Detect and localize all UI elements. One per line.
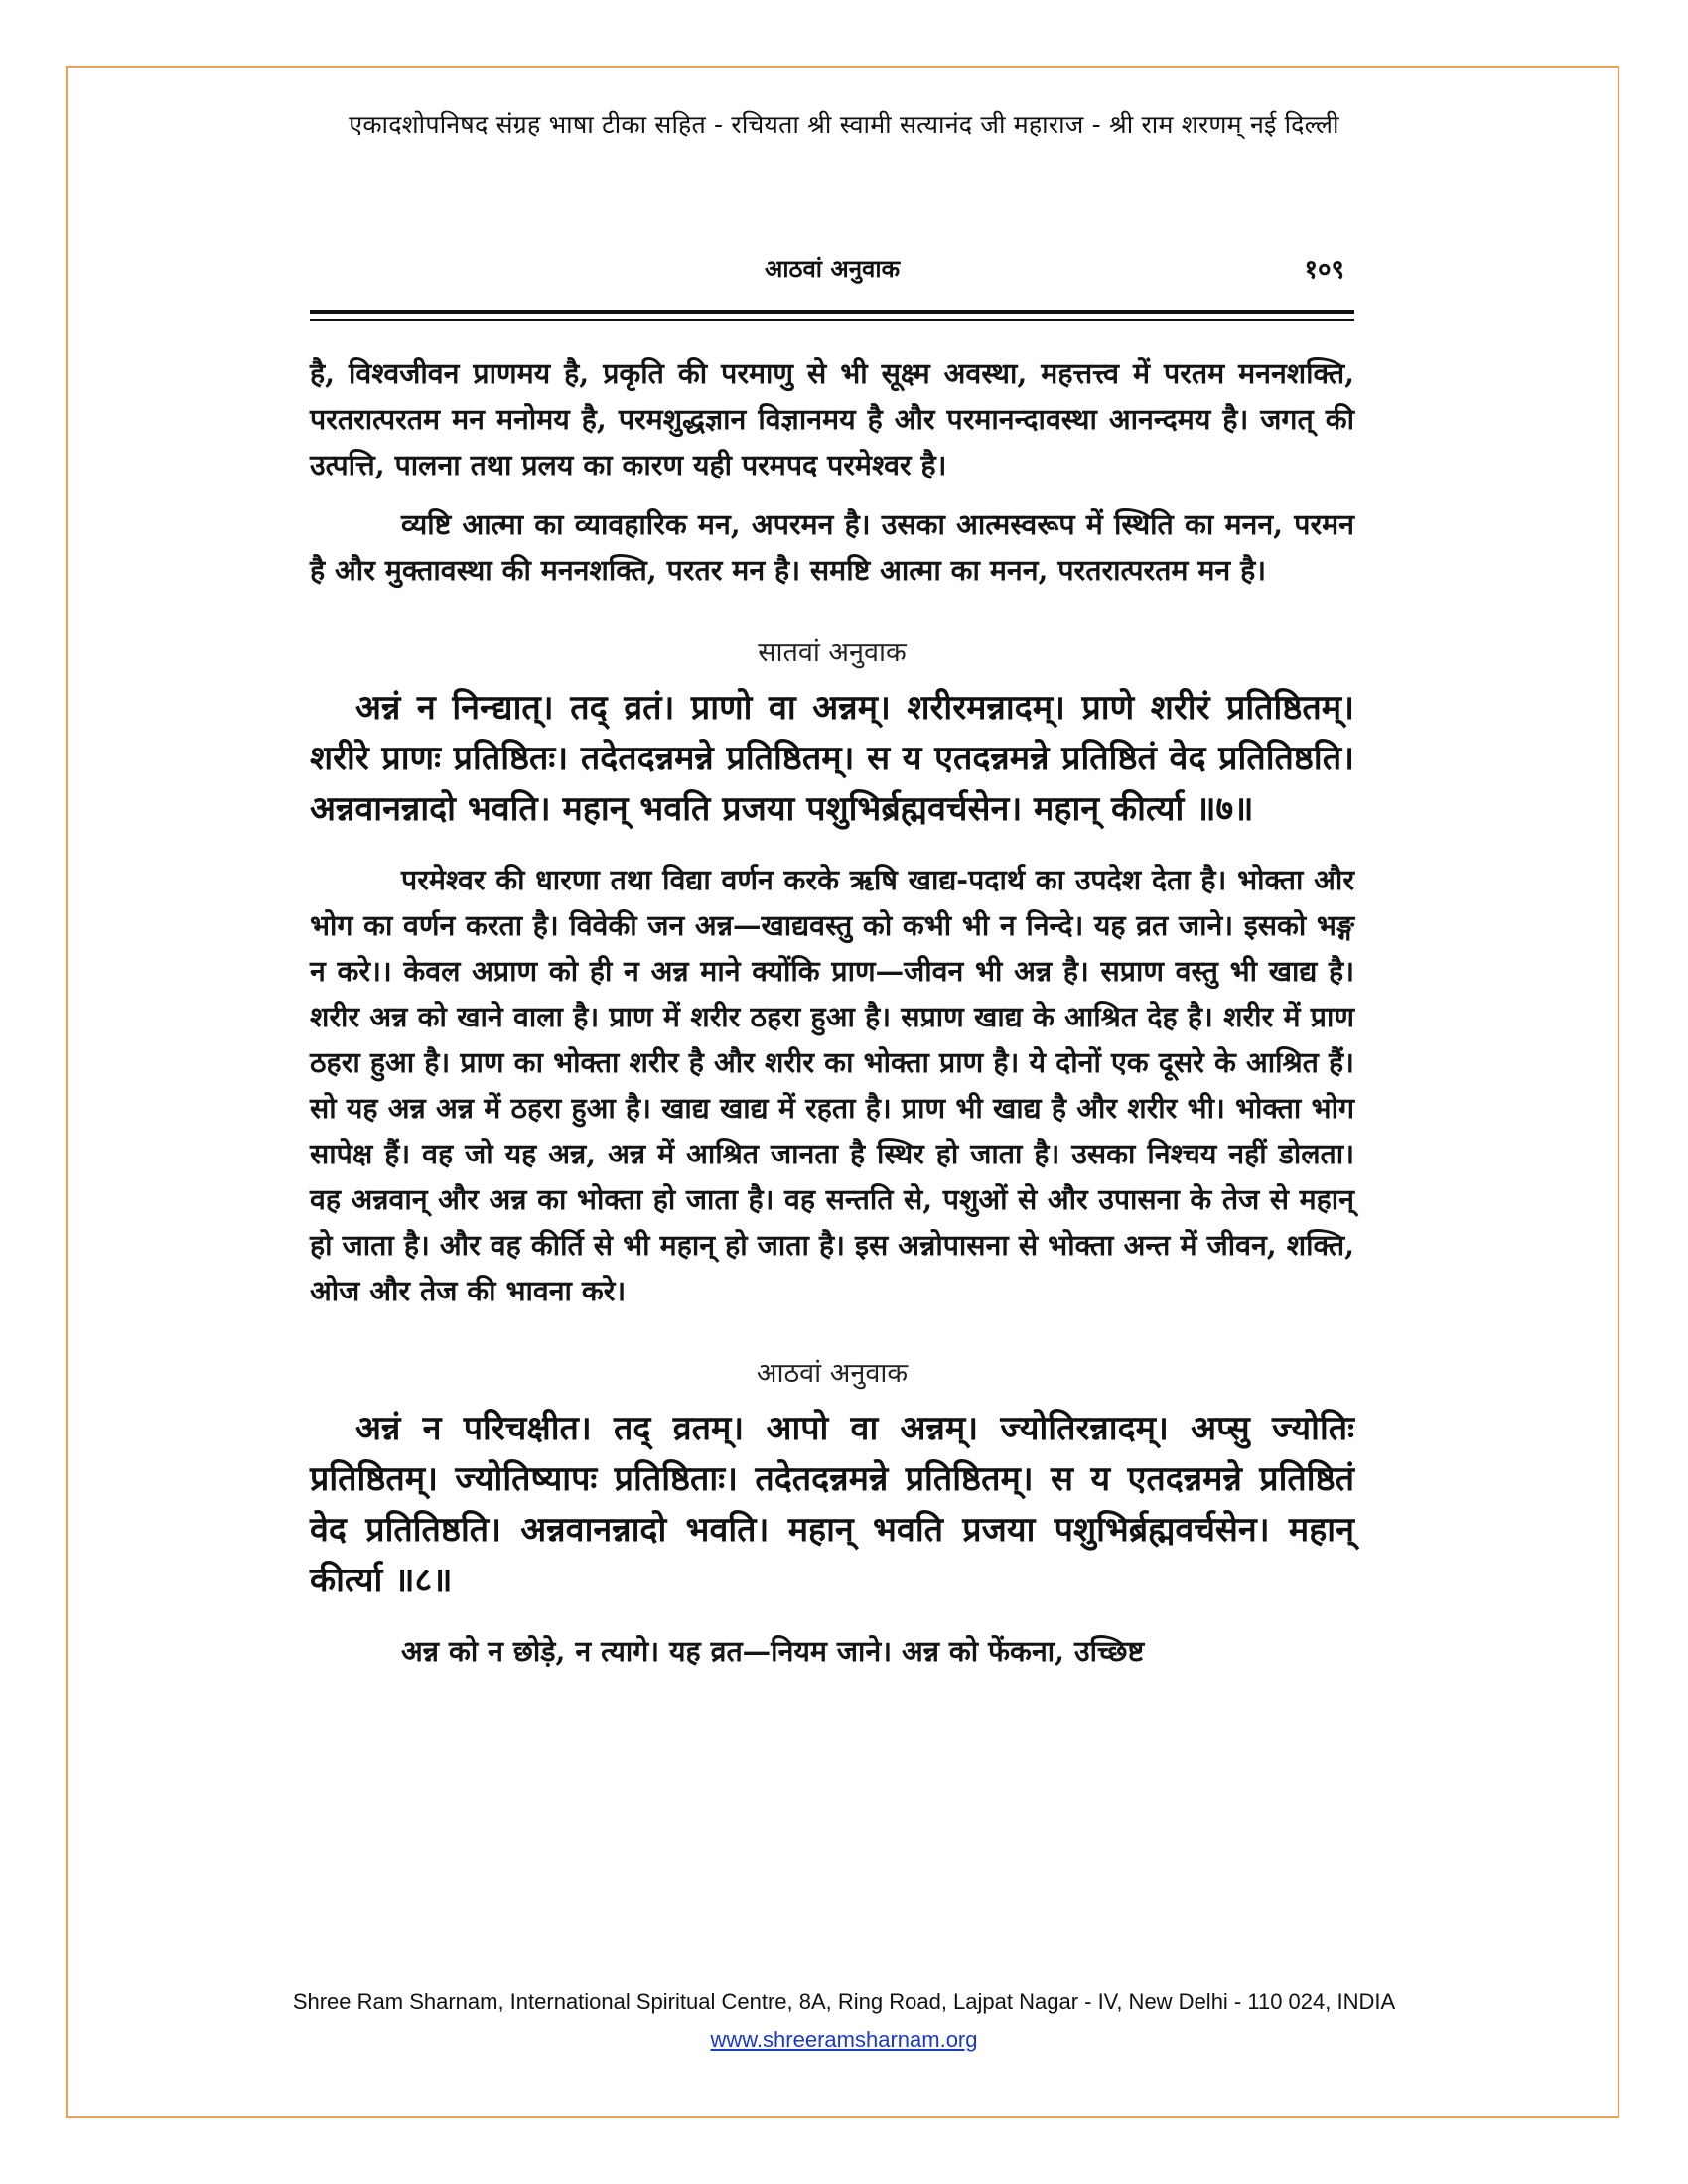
section-8-verse: अन्नं न परिचक्षीत। तद् व्रतम्। आपो वा अन्नम्। ज्योतिरन्नादम्। अप्सु ज्योतिः प्रतिष्ठितम्। ज्योतिष्यापः प्रतिष्ठिताः। तदेतदन्नमन्ने प्रतिष्ठितम्। स य एतदन्नमन्ने प्रतिष्ठितं वेद प्रतितिष्ठति। अन्नवानन्नादो भवति। महान् भवति प्रजया पशुभिर्ब्रह्मवर्चसेन। महान् कीर्त्या ॥८॥ (310, 1409, 1354, 1600)
header-rule-thin (310, 319, 1354, 321)
section-7-verse: अन्नं न निन्द्यात्। तद् व्रतं। प्राणो वा अन्नम्। शरीरमन्नादम्। प्राणे शरीरं प्रतिष्ठितम्। शरीरे प्राणः प्रतिष्ठितः। तदेतदन्नमन्ने प्रतिष्ठितम्। स य एतदन्नमन्ने प्रतिष्ठितं वेद प्रतितिष्ठति। अन्नवानन्नादो भवति। महान् भवति प्रजया पशुभिर्ब्रह्मवर्चसेन। महान् कीर्त्या ॥७॥ (310, 688, 1354, 829)
running-head (310, 238, 1354, 292)
running-head-title: आठवां अनुवाक (764, 254, 901, 283)
header-rule-thick (310, 310, 1354, 314)
paragraph-mind: व्यष्टि आत्मा का व्यावहारिक मन, अपरमन है। उसका आत्मस्वरूप में स्थिति का मनन, परमन है और मुक्तावस्था की मननशक्ति, परतर मन है। समष्टि आत्मा का मनन, परतरात्परतम मन है। (310, 507, 1354, 587)
website-link[interactable]: www.shreeramsharnam.org (710, 2027, 978, 2052)
section-8-title: आठवां अनुवाक (756, 1358, 909, 1389)
section-7-title: सातवां अनुवाक (758, 637, 907, 668)
document-header: एकादशोपनिषद संग्रह भाषा टीका सहित - रचियता श्री स्वामी सत्यानंद जी महाराज - श्री राम शरणम् नई दिल्ली (349, 110, 1339, 139)
section-7-commentary: परमेश्वर की धारणा तथा विद्या वर्णन करके ऋषि खाद्य-पदार्थ का उपदेश देता है। भोक्ता और भोग का वर्णन करता है। विवेकी जन अन्न—खाद्यवस्तु को कभी भी न निन्दे। यह व्रत जाने। इसको भङ्ग न करे।। केवल अप्राण को ही न अन्न माने क्योंकि प्राण—जीवन भी अन्न है। सप्राण वस्तु भी खाद्य है। शरीर अन्न को खाने वाला है। प्राण में शरीर ठहरा हुआ है। सप्राण खाद्य के आश्रित देह है। शरीर में प्राण ठहरा हुआ है। प्राण का भोक्ता शरीर है और शरीर का भोक्ता प्राण है। ये दोनों एक दूसरे के आश्रित हैं। सो यह अन्न अन्न में ठहरा हुआ है। खाद्य खाद्य में रहता है। प्राण भी खाद्य है और शरीर भी। भोक्ता भोग सापेक्ष हैं। वह जो यह अन्न, अन्न में आश्रित जानता है स्थिर हो जाता है। उसका निश्चय नहीं डोलता। वह अन्नवान् और अन्न का भोक्ता हो जाता है। वह सन्तति से, पशुओं से और उपासना के तेज से महान् हो जाता है। और वह कीर्ति से भी महान् हो जाता है। इस अन्नोपासना से भोक्ता अन्त में जीवन, शक्ति, ओज और तेज की भावना करे। (310, 863, 1354, 1307)
book-page (310, 238, 1354, 1946)
page-number: १०९ (1304, 255, 1344, 285)
paragraph-continued: है, विश्वजीवन प्राणमय है, प्रकृति की परमाणु से भी सूक्ष्म अवस्था, महत्तत्त्व में परतम मननशक्ति, परतरात्परतम मन मनोमय है, परमशुद्धज्ञान विज्ञानमय है और परमानन्दावस्था आनन्दमय है। जगत् की उत्पत्ति, पालना तथा प्रलय का कारण यही परमपद परमेश्वर है। (310, 356, 1354, 481)
footer-address: Shree Ram Sharnam, International Spiritual Centre, 8A, Ring Road, Lajpat Nagar - IV, New Delhi - 110 024, INDIA (292, 1989, 1396, 2014)
section-8-commentary: अन्न को न छोड़े, न त्यागे। यह व्रत—नियम जाने। अन्न को फेंकना, उच्छिष्ट (401, 1634, 1145, 1668)
